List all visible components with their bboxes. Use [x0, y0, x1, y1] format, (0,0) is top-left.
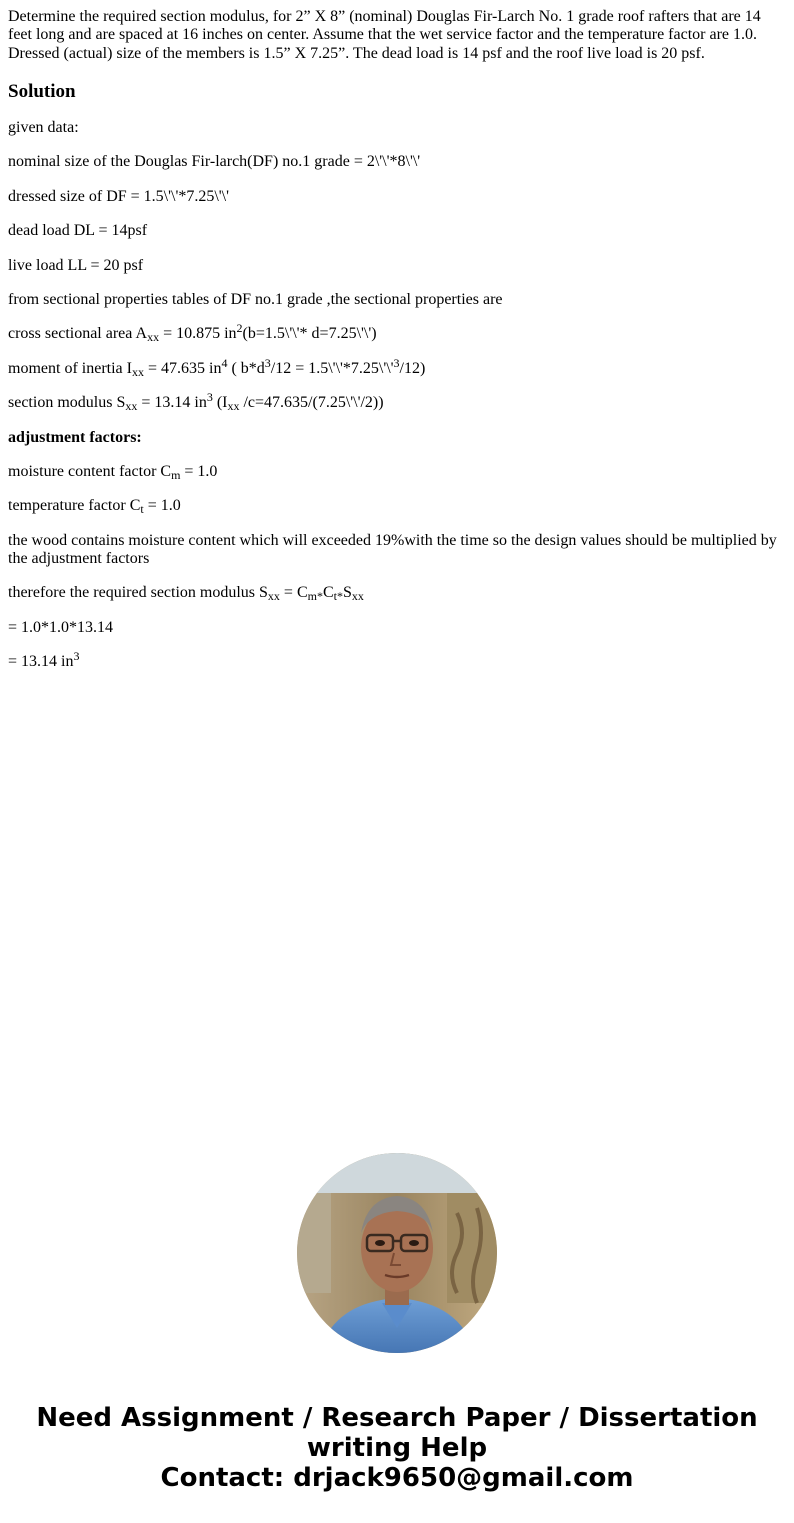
avatar-photo — [297, 1153, 497, 1353]
given-label: given data: — [8, 119, 79, 137]
section-modulus: section modulus $S_{xx} = 13.14$ $in^3$ ($I_{xx}$ /c=47.635/(7.25\'\'/2)) — [8, 390, 384, 414]
temperature-factor: temperature factor $C_t = 1.0$ — [8, 497, 181, 517]
tables-note: from sectional properties tables of DF no.1 grade ,the sectional properties are — [8, 290, 503, 308]
promo-banner — [0, 1403, 794, 1493]
adjustment-factors-heading: adjustment factors: — [8, 428, 142, 446]
solution-heading: Solution — [8, 81, 76, 103]
question-text: Determine the required section modulus, for 2” X 8” (nominal) Douglas Fir-Larch No. 1 grade roof rafters that are 14 feet long and are spaced at 16 inches on center. Assume that the wet service factor and the temperature factor are 1.0. Dressed (actual) size of the members is 1.5” X 7.25”. The dead load is 14 psf and the roof live load is 20 psf. — [8, 8, 761, 62]
banner-line-2: writing Help — [306, 1433, 488, 1463]
document-body — [8, 8, 784, 688]
dead-load: dead load DL = 14psf — [8, 222, 148, 240]
result-line: = 13.14 $in^3$ — [8, 649, 80, 671]
banner-contact: Contact: drjack9650@gmail.com — [160, 1463, 634, 1493]
moisture-factor: moisture content factor $C_m = 1.0$ — [8, 462, 218, 482]
dressed-size: dressed size of DF = 1.5\'\'*7.25\'\' — [8, 187, 229, 205]
banner-line-1: Need Assignment / Research Paper / Dissertation — [36, 1403, 758, 1433]
avatar — [297, 1153, 497, 1353]
cross-sectional-area: cross sectional area $A_{xx} = 10.875$ $in^2(b=1.5\backslash'\backslash'*$ d=7.25\'\') — [8, 321, 377, 345]
moisture-note: the wood contains moisture content which will exceeded 19%with the time so the design values should be multiplied by the adjustment factors — [8, 531, 777, 568]
nominal-size: nominal size of the Douglas Fir-larch(DF) no.1 grade = 2\'\'*8\'\' — [8, 153, 421, 171]
live-load: live load LL = 20 psf — [8, 256, 144, 274]
moment-of-inertia: moment of inertia $I_{xx} = 47.635$ $in^4$ ( $b*d^3/12$ = $1.5\backslash'\backslash'*7.25\backslash'\backslash'^3/12$) — [8, 355, 426, 379]
required-modulus: therefore the required section modulus $S_{xx} = C_{m*}C_{t*}S_{xx}$ — [8, 584, 364, 604]
calculation-line: = 1.0*1.0*13.14 — [8, 618, 114, 636]
